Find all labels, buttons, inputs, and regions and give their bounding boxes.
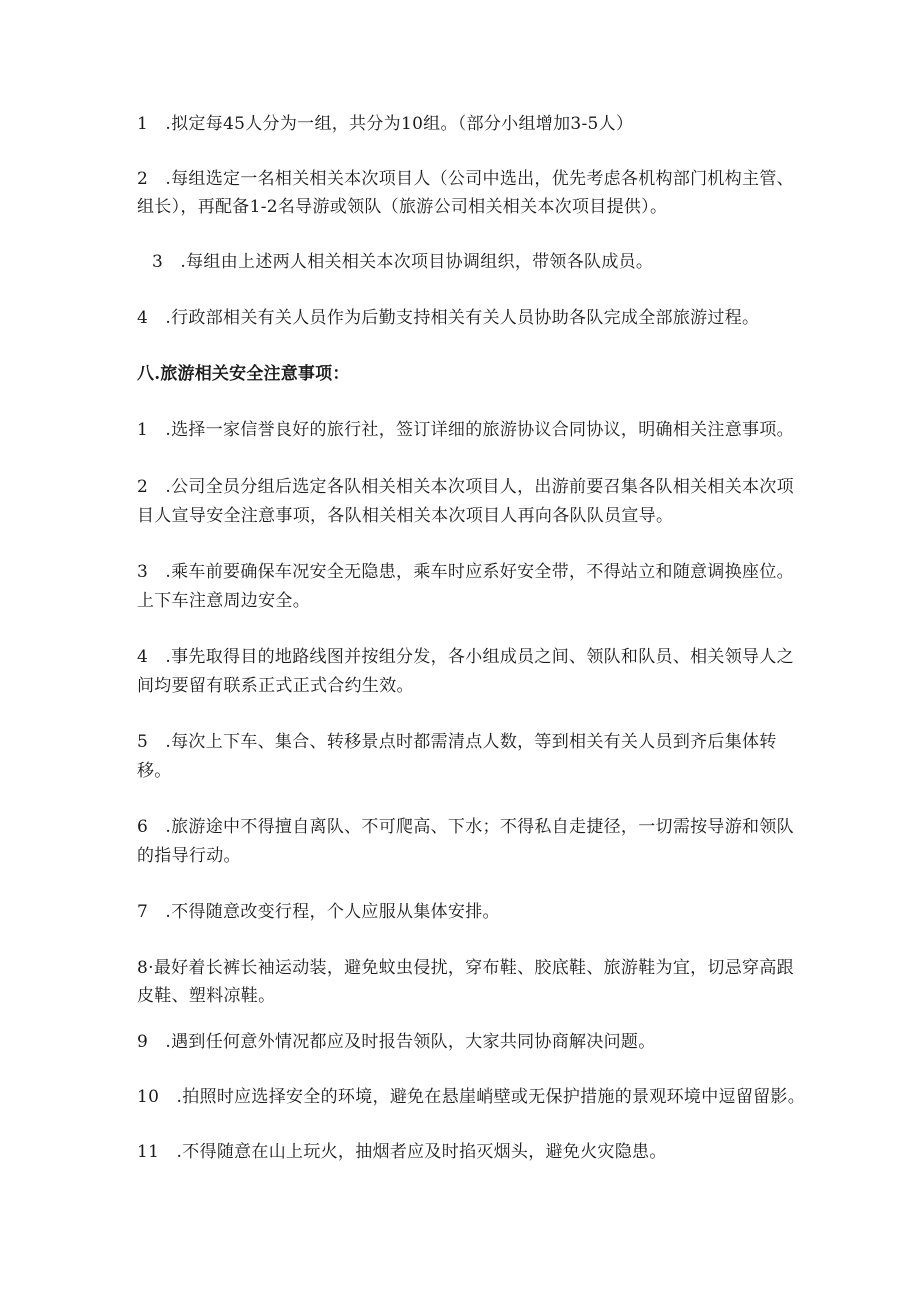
safety-item-1-line-1: 1 .选择一家信誉良好的旅行社，签订详细的旅游协议合同协议，明确相关注意事项。 [137, 420, 794, 440]
safety-item-11-line-1: 11 .不得随意在山上玩火，抽烟者应及时掐灭烟头，避免火灾隐患。 [137, 1142, 667, 1162]
safety-item-4-line-1: 4 .事先取得目的地路线图并按组分发，各小组成员之间、领队和队员、相关领导人之 [137, 647, 794, 667]
safety-item-3-line-1: 3 .乘车前要确保车况安全无隐患，乘车时应系好安全带，不得站立和随意调换座位。 [137, 562, 794, 582]
safety-item-3-line-2: 上下车注意周边安全。 [137, 591, 310, 611]
safety-item-2-line-2: 目人宣导安全注意事项，各队相关相关本次项目人再向各队队员宣导。 [137, 506, 674, 526]
safety-item-5-line-1: 5 .每次上下车、集合、转移景点时都需清点人数，等到相关有关人员到齐后集体转 [137, 732, 777, 752]
safety-item-8-line-1: 8·最好着长裤长袖运动装，避免蚊虫侵扰，穿布鞋、胶底鞋、旅游鞋为宜，切忌穿高跟 [137, 958, 794, 978]
grouping-item-2-line-2: 组长），再配备1-2名导游或领队（旅游公司相关相关本次项目提供）。 [137, 197, 668, 217]
safety-item-8-line-2: 皮鞋、塑料凉鞋。 [137, 986, 276, 1006]
grouping-item-1-line-1: 1 .拟定每45人分为一组，共分为10组。（部分小组增加3-5人） [137, 114, 634, 134]
safety-item-4-line-2: 间均要留有联系正式正式合约生效。 [137, 676, 414, 696]
safety-item-10-line-1: 10 .拍照时应选择安全的环境，避免在悬崖峭壁或无保护措施的景观环境中逗留留影。 [137, 1087, 806, 1107]
safety-item-7-line-1: 7 .不得随意改变行程，个人应服从集体安排。 [137, 902, 500, 922]
grouping-item-2-line-1: 2 .每组选定一名相关相关本次项目人（公司中选出，优先考虑各机构部门机构主管、 [137, 169, 794, 189]
safety-item-6-line-1: 6 .旅游途中不得擅自离队、不可爬高、下水；不得私自走捷径，一切需按导游和领队 [137, 817, 794, 837]
safety-item-2-line-1: 2 .公司全员分组后选定各队相关相关本次项目人，出游前要召集各队相关相关本次项 [137, 477, 794, 497]
safety-item-9-line-1: 9 .遇到任何意外情况都应及时报告领队，大家共同协商解决问题。 [137, 1032, 656, 1052]
safety-heading: 八.旅游相关安全注意事项： [137, 364, 350, 384]
grouping-item-3-line-1: 3 .每组由上述两人相关相关本次项目协调组织，带领各队成员。 [152, 252, 654, 272]
safety-item-5-line-2: 移。 [137, 761, 172, 781]
grouping-item-4-line-1: 4 .行政部相关有关人员作为后勤支持相关有关人员协助各队完成全部旅游过程。 [137, 308, 760, 328]
safety-item-6-line-2: 的指导行动。 [137, 846, 241, 866]
